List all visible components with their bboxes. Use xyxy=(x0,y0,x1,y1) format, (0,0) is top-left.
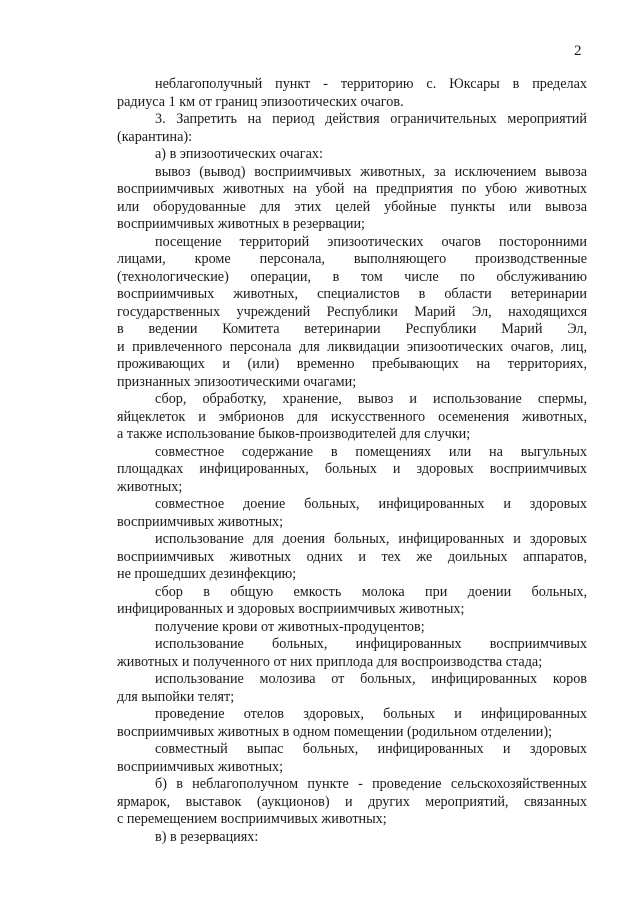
paragraph-line: сбор в общую емкость молока при доении больных, xyxy=(155,583,587,600)
paragraph xyxy=(117,146,587,164)
paragraph-line: с перемещением восприимчивых животных; xyxy=(117,811,387,827)
paragraph-line: посещение территорий эпизоотических очагов посторонними xyxy=(155,233,587,250)
paragraph-line: радиуса 1 км от границ эпизоотических очагов. xyxy=(117,93,404,110)
paragraph-line: а) в эпизоотических очагах: xyxy=(155,146,323,162)
paragraph-line: совместное содержание в помещениях или на выгульных xyxy=(155,443,587,460)
paragraph-line: ярмарок, выставок (аукционов) и других мероприятий, связанных xyxy=(117,793,587,810)
paragraph-line: животных; xyxy=(117,478,183,495)
paragraph-line: использование молозива от больных, инфицированных коров xyxy=(155,671,587,687)
paragraph-line: в) в резервациях: xyxy=(155,828,259,845)
paragraph xyxy=(117,741,587,776)
paragraph xyxy=(117,444,587,497)
paragraph-line: использование больных, инфицированных восприимчивых xyxy=(155,636,587,652)
paragraph-line: б) в неблагополучном пункте - проведение сельскохозяйственных xyxy=(155,776,587,792)
paragraph-line: восприимчивых животных, специалистов в области ветеринарии xyxy=(117,286,587,302)
paragraph-line: животных и полученного от них приплода для воспроизводства стада; xyxy=(117,653,543,670)
paragraph xyxy=(117,636,587,671)
paragraph xyxy=(117,829,587,847)
paragraph-line: восприимчивых животных; xyxy=(117,513,284,530)
paragraph-line: признанных эпизоотическими очагами; xyxy=(117,373,357,390)
paragraph-line: получение крови от животных-продуцентов; xyxy=(155,618,425,635)
paragraph-line: не прошедших дезинфекцию; xyxy=(117,566,297,582)
paragraph-line: использование для доения больных, инфицированных и здоровых xyxy=(155,531,587,547)
paragraph-line: и привлеченного персонала для ликвидации эпизоотических очагов, лиц, xyxy=(117,338,587,355)
paragraph-line: восприимчивых животных в одном помещении (родильном отделении); xyxy=(117,723,553,740)
paragraph-line: восприимчивых животных одних и тех же доильных аппаратов, xyxy=(117,548,587,565)
page-number: 2 xyxy=(574,43,582,59)
paragraph xyxy=(117,496,587,531)
document-body xyxy=(117,76,587,846)
paragraph xyxy=(117,619,587,637)
paragraph-line: совместный выпас больных, инфицированных и здоровых xyxy=(155,741,587,757)
paragraph-line: (технологические) операции, в том числе по обслуживанию xyxy=(117,268,587,285)
paragraph xyxy=(117,776,587,829)
paragraph xyxy=(117,76,587,111)
paragraph xyxy=(117,671,587,706)
paragraph-line: неблагополучный пункт - территорию с. Юксары в пределах xyxy=(155,76,587,92)
paragraph-line: инфицированных и здоровых восприимчивых животных; xyxy=(117,601,465,617)
paragraph-line: восприимчивых животных на убой на предприятия по убою животных xyxy=(117,181,587,197)
paragraph-line: сбор, обработку, хранение, вывоз и использование спермы, xyxy=(155,391,587,407)
paragraph-line: восприимчивых животных; xyxy=(117,758,284,775)
paragraph-line: или оборудованные для этих целей убойные пункты или вывоза xyxy=(117,198,587,215)
paragraph xyxy=(117,234,587,392)
paragraph xyxy=(117,531,587,584)
paragraph-line: проживающих и (или) временно пребывающих на территориях, xyxy=(117,356,587,372)
paragraph-line: а также использование быков-производителей для случки; xyxy=(117,426,471,442)
paragraph-line: лицами, кроме персонала, выполняющего производственные xyxy=(117,251,587,267)
paragraph-line: в ведении Комитета ветеринарии Республики Марий Эл, xyxy=(117,321,587,337)
paragraph xyxy=(117,111,587,146)
paragraph-line: для выпойки телят; xyxy=(117,688,235,705)
paragraph xyxy=(117,584,587,619)
paragraph xyxy=(117,164,587,234)
paragraph xyxy=(117,391,587,444)
paragraph-line: 3. Запретить на период действия ограничительных мероприятий xyxy=(155,111,587,127)
paragraph-line: площадках инфицированных, больных и здоровых восприимчивых xyxy=(117,461,587,477)
paragraph-line: восприимчивых животных в резервации; xyxy=(117,216,365,232)
paragraph-line: яйцеклеток и эмбрионов для искусственного осеменения животных, xyxy=(117,408,587,425)
paragraph-line: государственных учреждений Республики Марий Эл, находящихся xyxy=(117,303,587,320)
paragraph-line: (карантина): xyxy=(117,128,193,145)
paragraph xyxy=(117,706,587,741)
paragraph-line: совместное доение больных, инфицированных и здоровых xyxy=(155,496,587,512)
paragraph-line: вывоз (вывод) восприимчивых животных, за исключением вывоза xyxy=(155,163,587,180)
paragraph-line: проведение отелов здоровых, больных и инфицированных xyxy=(155,706,587,722)
